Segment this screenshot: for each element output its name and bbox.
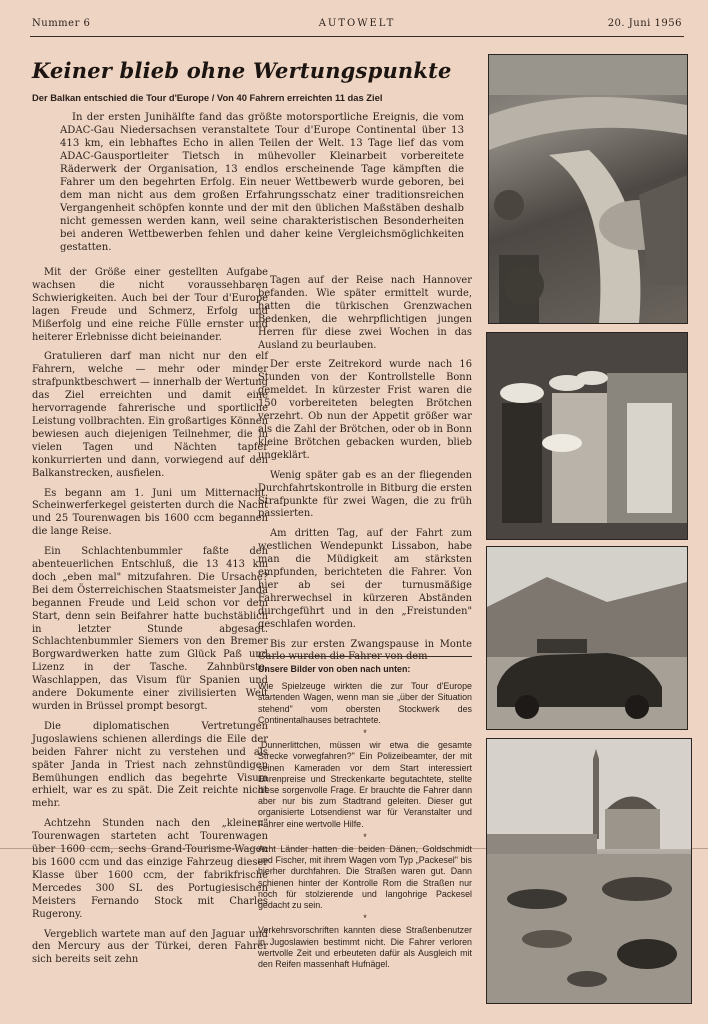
paragraph: Ein Schlachtenbummler faßte den abenteuerlichen Entschluß, die 13 413 km doch „eben mal" mitzufahren. Die Ursache? Bei dem Österreichischen Staatsmeister Janda begannen Freude und Leid schon vor dem Start, denn sein Beifahrer hatte buchstäblich in letzter Stunde abgesagt. Schlachtenbummler Siemers von den Bremer Borgwardwerken hatte zum Glück Paß und Lizenz in der Tasche. Zahnbürste, Waschlappen, das Visum für Spanien und andere Dokumente einer zivilisierten Welt wurden in Brüssel prompt besorgt. [32,546,268,712]
paragraph: Mit der Größe einer gestellten Aufgabe wachsen die nicht voraussehbaren Schwierigkeiten. Auch bei der Tour d'Europe lagen Freude und Schmerz, Erfolg und Mißerfolg und eine reiche Fülle ernster und heiterer Erlebnisse dicht beieinander. [32,267,268,343]
caption-separator: * [363,913,367,924]
paragraph: Gratulieren darf man nicht nur den elf Fahrern, welche — mehr oder minder strafpunktbeschwert — innerhalb der Wertung das Ziel erreichten und damit eine hervorragende fahrerische und sportliche Leistung vollbrachten. Ein großartiges Können bewiesen auch diejenigen Teilnehmer, die in vielen Tagen und Nächten tapfer konkurrierten und dann, vorwiegend auf den Balkanstrecken, ausfielen. [32,351,268,479]
captions-title: Unsere Bilder von oben nach unten: [258,664,411,674]
aerial-view-icon [489,55,687,323]
caption-4: Verkehrsvorschriften kannten diese Straßenbenutzer in Jugoslawien bestimmt nicht. Die Fahrer verloren wertvolle Zeit und erbeuteten dafür als Ausgleich mit den Reifen massenhaft Hufnägel. [258,925,472,970]
paragraph: Der erste Zeitrekord wurde nach 16 Stunden von der Kontrollstelle Bonn gemeldet. In kürzester Frist waren die 150 vorbereiteten belegten Brötchen verzehrt. Ob nun der Appetit größer war als die Zahl der Brötchen, oder ob in Bonn kleine Brötchen gebacken wurden, blieb ungeklärt. [258,359,472,461]
article-column-2 [258,275,472,671]
paragraph: Achtzehn Stunden nach den „kleinen" Tourenwagen starteten acht Tourenwagen über 1600 ccm, sechs Grand-Tourisme-Wagen bis 1600 ccm und das einzige Fahrzeug dieser Klasse über 1600 ccm, der fabrikfrische Mercedes 300 SL des Portugiesischen Meisters Fernando Stock mit Charles Rugerony. [32,818,268,920]
paragraph: Vergeblich wartete man auf den Jaguar und den Mercury aus der Türkei, deren Fahrer sich bereits seit zehn [32,928,268,966]
caption-separator: * [363,831,367,842]
mosque-street-photo [486,738,692,1004]
header-divider [30,36,684,37]
article-subhead: Der Balkan entschied die Tour d'Europe / Von 40 Fahrern erreichten 11 das Ziel [32,92,383,103]
caption-3: Acht Länder hatten die beiden Dänen, Goldschmidt und Fischer, mit ihrem Wagen vom Typ „Packesel" bis hierher durchfahren. Die Straßen waren gut. Dann schienen hinter der Kontrolle Rom die Straßen nur noch für stolzierende und langohrige Packesel gedacht zu sein. [258,844,472,911]
paragraph: Bis zur ersten Zwangspause in Monte Carlo wurden die Fahrer von dem [258,638,472,663]
paragraph: Wenig später gab es an der fliegenden Durchfahrtskontrolle in Bitburg die ersten Strafpunkte für zwei Wagen, die zu früh passierten. [258,469,472,520]
paragraph: Die diplomatischen Vertretungen Jugoslawiens schienen allerdings die Eile der beiden Fahrer nicht zu verstehen und als später Janda in Triest nach zehnstündigen Bemühungen endlich das begehrte Visum erhielt, war es zu spät. Die Zeit reichte nicht mehr. [32,720,268,810]
article-headline: Keiner blieb ohne Wertungspunkte [32,58,452,83]
car-on-road-photo [486,546,688,730]
caption-1: Wie Spielzeuge wirkten die zur Tour d'Europe startenden Wagen, wenn man sie „über der Situation stehend" vom obersten Stockwerk des Continentalhauses betrachtete. [258,681,472,725]
caption-divider [258,656,472,657]
paragraph: Tagen auf der Reise nach Hannover befanden. Wie später ermittelt wurde, hatten die türkischen Grenzwachen Bedenken, die wehrpflichtigen jungen Herren für diese zwei Wochen in das Ausland zu beurlauben. [258,275,472,351]
car-on-road-icon [487,547,687,729]
issue-date: 20. Juni 1956 [607,18,682,29]
police-officers-photo [486,332,688,540]
paragraph: Am dritten Tag, auf der Fahrt zum westlichen Wendepunkt Lissabon, habe man die Müdigkeit am stärksten empfunden, berichteten die Fahrer. Von hier ab sei der turnusmäßige Fahrerwechsel in kürzeren Abständen durchgeführt und in den „Freistunden" geschlafen worden. [258,528,472,630]
article-column-1 [32,267,268,974]
paragraph: Es begann am 1. Juni um Mitternacht. Scheinwerferkegel geisterten durch die Nacht und 25 Tourenwagen bis 1600 ccm begannen die lange Reise. [32,487,268,538]
police-officers-icon [487,333,687,539]
mosque-street-icon [487,739,691,1003]
article-intro: In der ersten Junihälfte fand das größte motorsportliche Ereignis, die vom ADAC-Gau Niedersachsen veranstaltete Tour d'Europe Continental über 13 413 km, ein lebhaftes Echo in allen Teilen der Welt. 13 Tage lief das vom ADAC-Gausportleiter Tietsch in mühevoller Kleinarbeit vorbereitete Räderwerk der Organisation, 13 endlos erscheinende Tage kämpften die Fahrer um den begehrten Erfolg. Ein neuer Wettbewerb wurde geboren, bei dem man nicht aus dem großen Erfahrungsschatz einer traditionsreichen Vergangenheit schöpfen konnte und der mit den üblichen Maßstäben deshalb nicht gemessen werden kann, weil seine charakteristischen Besonderheiten bei anderen Wettbewerben fehlen und daher keine Vergleichsmöglichkeiten gestatten. [60,112,464,253]
page-header [30,18,684,34]
issue-number: Nummer 6 [32,18,91,29]
caption-separator: * [363,728,367,739]
aerial-view-photo [488,54,688,324]
caption-2: „Dunnerlittchen, müssen wir etwa die gesamte Strecke vorwegfahren?" Ein Polizeibeamter, der mit seinen Kameraden vor dem Start interessiert Ehrenpreise und Streckenkarte begutachtete, stellte diese sorgenvolle Frage. Er brauchte die Fahrer dann aber nur bis zum Stadtrand geleiten. Dieser gut organisierte Lotsendienst war für Veranstalter und Fahrer eine wertvolle Hilfe. [258,740,472,829]
publication-name: AUTOWELT [318,18,396,29]
photo-captions [258,664,472,970]
